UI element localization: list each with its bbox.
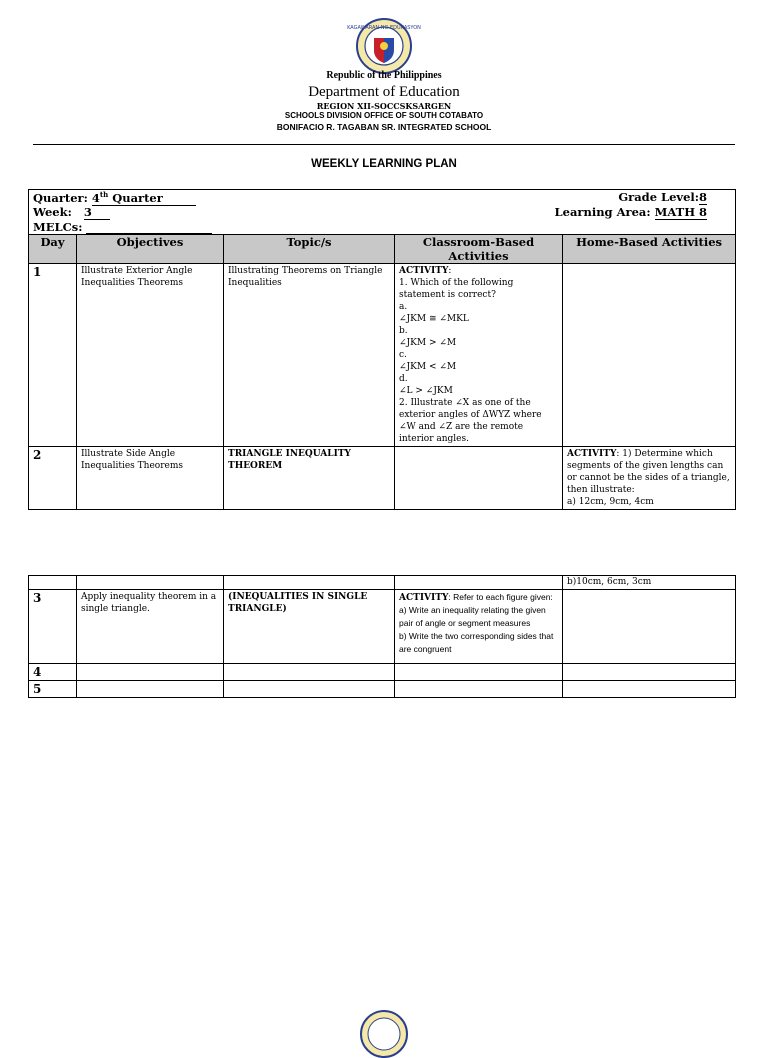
- plan-info: [29, 190, 736, 235]
- quarter-number: 4: [91, 190, 100, 205]
- grade-label: Grade Level:: [618, 190, 700, 204]
- day-cell: 5: [29, 681, 77, 698]
- classroom-cell: ACTIVITY: 1. Which of the following statement is correct? a. ∠JKM ≅ ∠MKL b. ∠JKM > ∠M c. ∠JKM < ∠M d. ∠L > ∠JKM 2. Illustrate ∠X as one of the exterior angles of ΔWYZ where ∠W and ∠Z are the remote interior angles.: [395, 264, 563, 447]
- column-header-row: [29, 235, 736, 264]
- grade-field: [618, 190, 707, 205]
- learning-plan-table: [28, 189, 736, 510]
- topic-cell: Illustrating Theorems on Triangle Inequalities: [224, 264, 395, 447]
- document-title: WEEKLY LEARNING PLAN: [311, 158, 457, 170]
- division-heading: SCHOOLS DIVISION OFFICE OF SOUTH COTABATO: [284, 111, 484, 120]
- table-row: [29, 576, 736, 590]
- melcs-label: MELCs:: [33, 220, 83, 234]
- classroom-cell: [395, 576, 563, 590]
- day-cell: 2: [29, 447, 77, 510]
- activity-line: ∠JKM < ∠M: [399, 362, 457, 372]
- col-topics: Topic/s: [224, 235, 395, 264]
- quarter-label: Quarter:: [33, 190, 88, 205]
- header-divider: [33, 144, 735, 145]
- objective-cell: Illustrate Side Angle Inequalities Theorems: [77, 447, 224, 510]
- activity-line: d.: [399, 374, 408, 384]
- activity-label: ACTIVITY: [567, 449, 617, 459]
- activity-line: 1. Which of the following statement is correct?: [399, 278, 514, 300]
- col-classroom: Classroom-Based Activities: [395, 235, 563, 264]
- classroom-activity-text: : Refer to each figure given: a) Write an inequality relating the given pair of angle or segment measures: [399, 592, 553, 628]
- activity-line: c.: [399, 350, 407, 360]
- week-field: [33, 205, 110, 220]
- home-cell: [563, 681, 736, 698]
- topic-cell: [224, 681, 395, 698]
- deped-seal-logo: [347, 18, 421, 74]
- topic-text: TRIANGLE INEQUALITY THEOREM: [228, 449, 351, 471]
- week-value: 3: [84, 205, 110, 220]
- topic-text: (INEQUALITIES IN SINGLE TRIANGLE): [228, 592, 368, 614]
- topic-cell: [224, 590, 395, 664]
- col-home: Home-Based Activities: [563, 235, 736, 264]
- home-cell: [563, 664, 736, 681]
- objective-cell: Illustrate Exterior Angle Inequalities Theorems: [77, 264, 224, 447]
- activity-line: b.: [399, 326, 408, 336]
- school-heading: BONIFACIO R. TAGABAN SR. INTEGRATED SCHOOL: [276, 122, 492, 132]
- region-heading: REGION XII-SOCCSKSARGEN: [316, 101, 452, 111]
- area-label: Learning Area:: [554, 205, 651, 219]
- classroom-activity-item: b) Write the two corresponding sides that are congruent: [399, 631, 554, 654]
- area-value: MATH 8: [654, 205, 708, 219]
- republic-heading: Republic of the Philippines: [326, 70, 442, 81]
- quarter-word: Quarter: [112, 190, 163, 205]
- deped-seal-logo-partial: [360, 1010, 408, 1058]
- day-cell: 3: [29, 590, 77, 664]
- topic-cell: [224, 576, 395, 590]
- activity-label: ACTIVITY: [399, 593, 449, 603]
- melcs-field: [33, 220, 212, 234]
- table-row: [29, 447, 736, 510]
- col-objectives: Objectives: [77, 235, 224, 264]
- svg-text:KAGAWARAN NG EDUKASYON: KAGAWARAN NG EDUKASYON: [347, 25, 421, 31]
- table-row: [29, 681, 736, 698]
- home-cell: [563, 447, 736, 510]
- activity-line: ∠JKM > ∠M: [399, 338, 457, 348]
- home-activity-item: a) 12cm, 9cm, 4cm: [567, 497, 654, 507]
- topic-cell: [224, 447, 395, 510]
- classroom-cell: [395, 664, 563, 681]
- home-cell: [563, 264, 736, 447]
- objective-cell: [77, 664, 224, 681]
- info-row: [29, 190, 736, 235]
- home-cell: b)10cm, 6cm, 3cm: [563, 576, 736, 590]
- activity-label: ACTIVITY: [399, 266, 449, 276]
- grade-value: 8: [699, 190, 708, 204]
- activity-line: ∠L > ∠JKM: [399, 386, 453, 396]
- classroom-cell: [395, 590, 563, 664]
- melcs-value: [86, 221, 212, 234]
- activity-line: a.: [399, 302, 408, 312]
- activity-line: 2. Illustrate ∠X as one of the exterior angles of ΔWYZ where ∠W and ∠Z are the remote interior angles.: [399, 398, 542, 444]
- activity-line: ∠JKM ≅ ∠MKL: [399, 314, 469, 324]
- col-day: Day: [29, 235, 77, 264]
- home-activity-text: : 1) Determine which segments of the given lengths can or cannot be the sides of a triangle, then illustrate:: [567, 449, 730, 495]
- day-cell: [29, 576, 77, 590]
- objective-cell: [77, 681, 224, 698]
- objective-cell: [77, 576, 224, 590]
- home-cell: [563, 590, 736, 664]
- classroom-cell: [395, 681, 563, 698]
- quarter-suffix: th: [99, 190, 109, 199]
- quarter-value: [92, 190, 196, 206]
- topic-cell: [224, 664, 395, 681]
- table-row: [29, 264, 736, 447]
- department-heading: Department of Education: [308, 84, 460, 100]
- table-row: [29, 664, 736, 681]
- day-cell: 1: [29, 264, 77, 447]
- quarter-field: [33, 190, 196, 206]
- week-label: Week:: [33, 205, 72, 219]
- classroom-cell: [395, 447, 563, 510]
- day-cell: 4: [29, 664, 77, 681]
- objective-cell: Apply inequality theorem in a single triangle.: [77, 590, 224, 664]
- learning-plan-table-continued: [28, 575, 736, 698]
- table-row: [29, 590, 736, 664]
- area-field: [555, 205, 708, 220]
